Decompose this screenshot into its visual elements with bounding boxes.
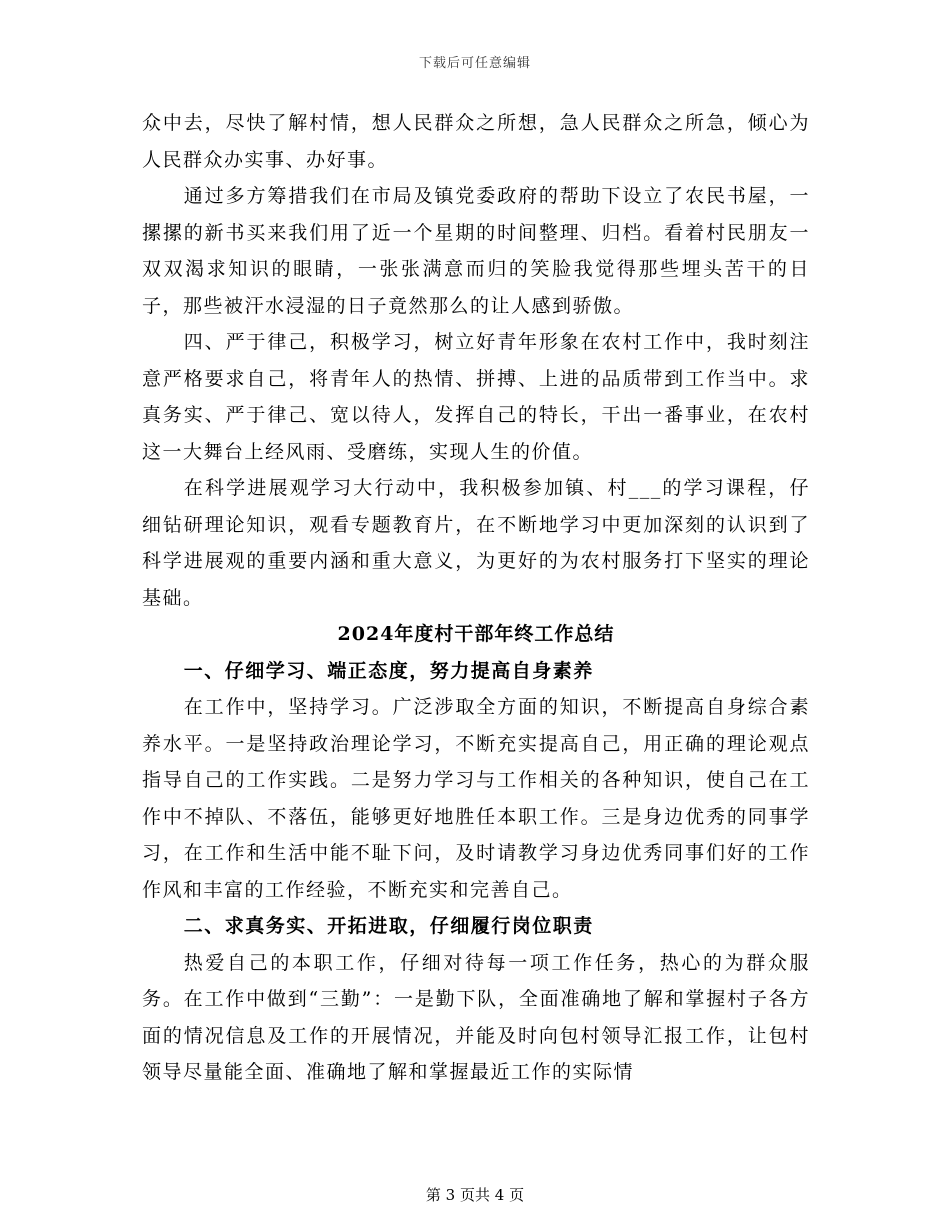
section-heading-2: 二、求真务实、开拓进取，仔细履行岗位职责 <box>183 915 594 937</box>
section-heading-1: 一、仔细学习、端正态度，努力提高自身素养 <box>183 659 594 682</box>
paragraph-continuation: 众中去，尽快了解村情，想人民群众之所想，急人民群众之所急，倾心为人民群众办实事、办好事。 <box>142 112 810 171</box>
document-body <box>142 105 810 1091</box>
paragraph-job-duties: 热爱自己的本职工作，仔细对待每一项工作任务，热心的为群众服务。在工作中做到“三勤”：一是勤下队，全面准确地了解和掌握村子各方面的情况信息及工作的开展情况，并能及时向包村领导汇报工作，让包村领导尽量能全面、准确地了解和掌握最近工作的实际情 <box>142 951 810 1083</box>
paragraph-study-campaign: 在科学进展观学习大行动中，我积极参加镇、村___的学习课程，仔细钻研理论知识，观看专题教育片，在不断地学习中更加深刻的认识到了科学进展观的重要内涵和重大意义，为更好的为农村服务打下坚实的理论基础。 <box>142 477 810 609</box>
paragraph-study-improve: 在工作中，坚持学习。广泛涉取全方面的知识，不断提高自身综合素养水平。一是坚持政治理论学习，不断充实提高自己，用正确的理论观点指导自己的工作实践。二是努力学习与工作相关的各种知识，使自己在工作中不掉队、不落伍，能够更好地胜任本职工作。三是身边优秀的同事学习，在工作和生活中能不耻下问，及时请教学习身边优秀同事们好的工作作风和丰富的工作经验，不断充实和完善自己。 <box>142 696 810 901</box>
document-title: 2024年度村干部年终工作总结 <box>337 623 615 645</box>
page-footer: 第 3 页共 4 页 <box>425 1186 525 1204</box>
paragraph-self-discipline: 四、严于律己，积极学习，树立好青年形象在农村工作中，我时刻注意严格要求自己，将青年人的热情、拼搏、上进的品质带到工作当中。求真务实、严于律己、宽以待人，发挥自己的特长，干出一番事业，在农村这一大舞台上经风雨、受磨练，实现人生的价值。 <box>142 331 810 463</box>
page-header: 下载后可任意编辑 <box>418 56 531 71</box>
paragraph-farmer-bookhouse: 通过多方筹措我们在市局及镇党委政府的帮助下设立了农民书屋，一摞摞的新书买来我们用了近一个星期的时间整理、归档。看着村民朋友一双双渴求知识的眼睛，一张张满意而归的笑脸我觉得那些埋头苦干的日子，那些被汗水浸湿的日子竟然那么的让人感到骄傲。 <box>142 185 810 317</box>
